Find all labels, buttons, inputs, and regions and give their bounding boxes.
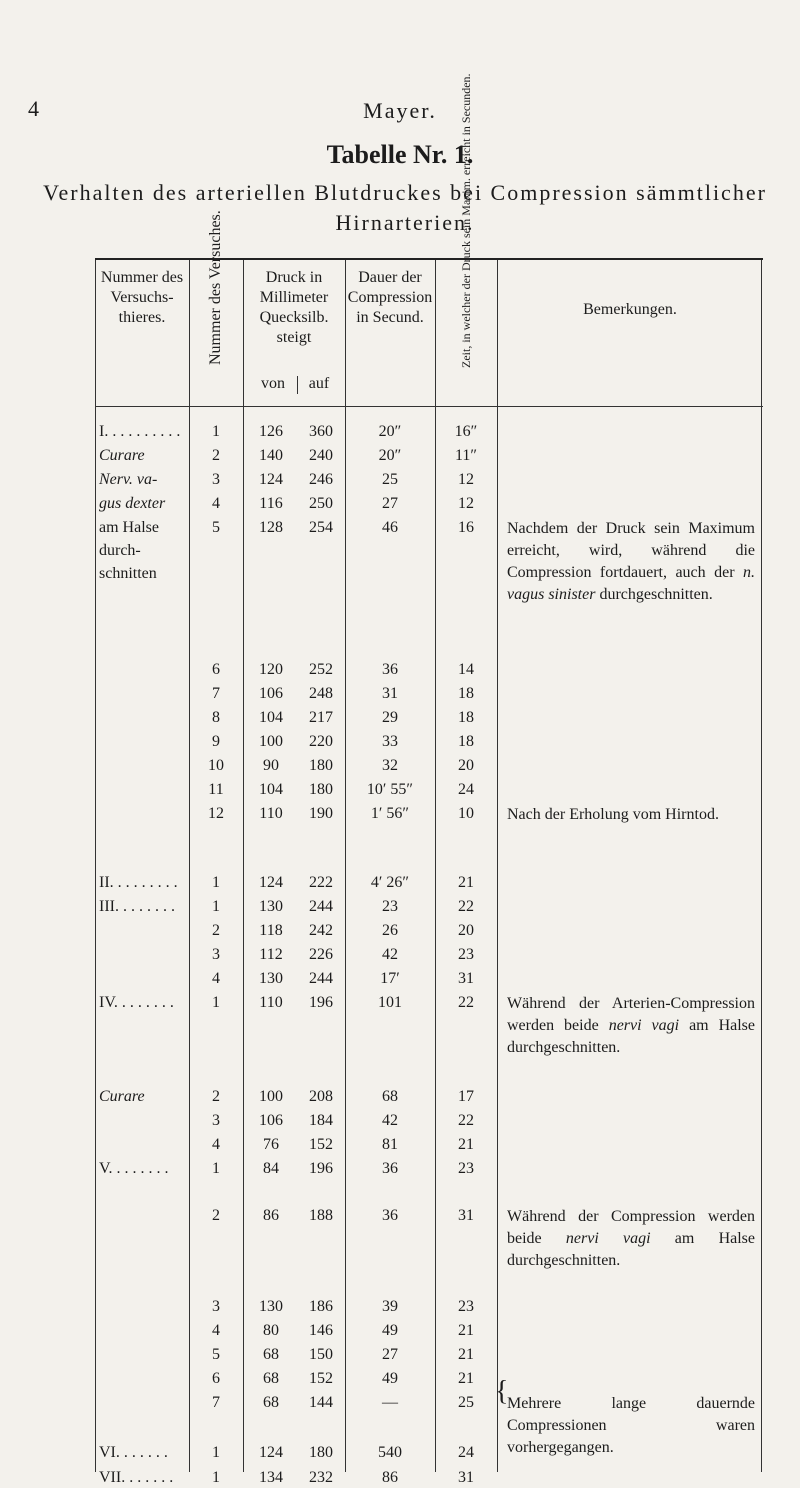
cell-time: 21 [458, 1346, 474, 1363]
cell-pressure-from: 120 [259, 661, 283, 678]
cell-pressure-from: 68 [263, 1346, 279, 1363]
cell-pressure-from: 86 [263, 1207, 279, 1224]
cell-duration: 49 [382, 1322, 398, 1339]
cell-duration: 17′ [380, 970, 400, 987]
cell-pressure-to: 242 [309, 922, 333, 939]
cell-experiment: 1 [212, 1444, 220, 1461]
table-title: Tabelle Nr. 1. [326, 140, 474, 169]
cell-pressure-from: 100 [259, 1088, 283, 1105]
cell-duration: 32 [382, 757, 398, 774]
cell-experiment: 1 [212, 1469, 220, 1486]
cell-pressure-to: 180 [309, 1444, 333, 1461]
cell-time: 31 [458, 1207, 474, 1224]
cell-time: 12 [458, 471, 474, 488]
header-experiment: Nummer des Versuches. [207, 210, 224, 365]
remark: Nachdem der Druck sein Maximum erreicht, wird, während die Compression fortdauert, auch der n. vagus sinister durchgeschnitten. [507, 520, 755, 603]
cell-experiment: 4 [212, 495, 220, 512]
cell-pressure-to: 146 [309, 1322, 333, 1339]
animal-label: III. . . . . . . . [99, 898, 175, 915]
cell-pressure-to: 152 [309, 1136, 333, 1153]
header-pressure: Druck in Millimeter Quecksilb. steigt [259, 269, 329, 346]
cell-time: 22 [458, 994, 474, 1011]
cell-pressure-from: 124 [259, 1444, 283, 1461]
cell-experiment: 4 [212, 1136, 220, 1153]
table-subtitle: Verhalten des arteriellen Blutdruckes bei Compression sämmtlicher Hirnarterien. [43, 180, 767, 235]
cell-pressure-from: 104 [259, 709, 283, 726]
cell-duration: 20″ [378, 423, 402, 440]
cell-experiment: 7 [212, 685, 220, 702]
cell-pressure-from: 118 [259, 922, 283, 939]
cell-pressure-to: 190 [309, 805, 333, 822]
cell-duration: 81 [382, 1136, 398, 1153]
cell-time: 14 [458, 661, 474, 678]
cell-experiment: 10 [208, 757, 224, 774]
cell-time: 21 [458, 1136, 474, 1153]
cell-duration: 33 [382, 733, 398, 750]
cell-duration: 36 [382, 661, 398, 678]
animal-label: durch- [99, 542, 141, 559]
cell-time: 12 [458, 495, 474, 512]
cell-pressure-from: 116 [259, 495, 283, 512]
cell-duration: 101 [378, 994, 402, 1011]
cell-pressure-to: 220 [309, 733, 333, 750]
cell-pressure-from: 140 [259, 447, 283, 464]
cell-pressure-to: 186 [309, 1298, 333, 1315]
cell-pressure-from: 124 [259, 471, 283, 488]
header-time: Zeit, in welcher der Druck sein Maxim. erreicht in Secunden. [459, 73, 473, 368]
cell-time: 24 [458, 1444, 474, 1461]
cell-time: 10 [458, 805, 474, 822]
cell-experiment: 12 [208, 805, 224, 822]
cell-pressure-from: 124 [259, 874, 283, 891]
cell-pressure-from: 130 [259, 898, 283, 915]
cell-experiment: 4 [212, 970, 220, 987]
cell-pressure-to: 150 [309, 1346, 333, 1363]
cell-time: 16″ [454, 423, 478, 440]
cell-pressure-from: 90 [263, 757, 279, 774]
cell-time: 23 [458, 946, 474, 963]
cell-pressure-from: 126 [259, 423, 283, 440]
cell-duration: 42 [382, 1112, 398, 1129]
cell-time: 21 [458, 874, 474, 891]
cell-experiment: 2 [212, 1088, 220, 1105]
cell-pressure-to: 250 [309, 495, 333, 512]
cell-time: 25 [458, 1394, 474, 1411]
cell-duration: 10′ 55″ [366, 781, 414, 798]
cell-time: 17 [458, 1088, 474, 1105]
cell-pressure-to: 254 [309, 519, 333, 536]
animal-label: am Halse [99, 519, 159, 536]
running-header-author: Mayer. [363, 98, 437, 123]
animal-label: IV. . . . . . . . [99, 994, 174, 1011]
cell-duration: 29 [382, 709, 398, 726]
cell-pressure-from: 106 [259, 1112, 283, 1129]
cell-experiment: 6 [212, 661, 220, 678]
cell-time: 18 [458, 709, 474, 726]
animal-label: II. . . . . . . . . [99, 874, 178, 891]
cell-time: 21 [458, 1370, 474, 1387]
cell-duration: — [382, 1394, 398, 1411]
cell-duration: 23 [382, 898, 398, 915]
cell-pressure-from: 130 [259, 1298, 283, 1315]
cell-pressure-to: 196 [309, 1160, 333, 1177]
cell-pressure-to: 360 [309, 423, 333, 440]
cell-experiment: 3 [212, 471, 220, 488]
animal-label: I. . . . . . . . . . [99, 423, 181, 440]
cell-experiment: 2 [212, 1207, 220, 1224]
cell-pressure-to: 180 [309, 757, 333, 774]
cell-pressure-from: 76 [263, 1136, 279, 1153]
cell-pressure-to: 244 [309, 898, 333, 915]
cell-duration: 36 [382, 1207, 398, 1224]
cell-experiment: 1 [212, 874, 220, 891]
cell-duration: 27 [382, 495, 398, 512]
header-remarks: Bemerkungen. [583, 301, 677, 318]
cell-duration: 4′ 26″ [370, 874, 410, 891]
cell-pressure-to: 222 [309, 874, 333, 891]
cell-experiment: 2 [212, 447, 220, 464]
remark: Während der Compression werden beide nervi vagi am Halse durchgeschnitten. [507, 1208, 755, 1269]
cell-pressure-to: 208 [309, 1088, 333, 1105]
cell-pressure-from: 112 [259, 946, 283, 963]
cell-time: 24 [458, 781, 474, 798]
cell-experiment: 11 [208, 781, 224, 798]
remark: Während der Arterien-Compression werden beide nervi vagi am Halse durchgeschnitten. [507, 995, 756, 1056]
cell-experiment: 6 [212, 1370, 220, 1387]
cell-pressure-to: 252 [309, 661, 333, 678]
header-animal: Nummer des Versuchs-thieres. [100, 269, 184, 326]
cell-time: 18 [458, 685, 474, 702]
cell-pressure-to: 248 [309, 685, 333, 702]
animal-label: Curare [99, 1088, 145, 1105]
cell-pressure-from: 80 [263, 1322, 279, 1339]
animal-label: VII. . . . . . . [99, 1469, 174, 1486]
cell-time: 31 [458, 1469, 474, 1486]
cell-pressure-to: 217 [309, 709, 333, 726]
cell-experiment: 3 [212, 1112, 220, 1129]
page-number: 4 [28, 96, 39, 121]
cell-duration: 49 [382, 1370, 398, 1387]
cell-experiment: 7 [212, 1394, 220, 1411]
cell-duration: 20″ [378, 447, 402, 464]
cell-experiment: 1 [212, 994, 220, 1011]
cell-experiment: 3 [212, 946, 220, 963]
cell-experiment: 5 [212, 519, 220, 536]
cell-duration: 26 [382, 922, 398, 939]
cell-pressure-from: 84 [263, 1160, 279, 1177]
cell-pressure-from: 68 [263, 1370, 279, 1387]
cell-duration: 39 [382, 1298, 398, 1315]
cell-pressure-from: 104 [259, 781, 283, 798]
cell-time: 20 [458, 922, 474, 939]
cell-pressure-from: 130 [259, 970, 283, 987]
cell-duration: 42 [382, 946, 398, 963]
cell-experiment: 1 [212, 1160, 220, 1177]
cell-pressure-to: 180 [309, 781, 333, 798]
cell-pressure-to: 240 [309, 447, 333, 464]
animal-label: schnitten [99, 565, 157, 582]
cell-pressure-from: 106 [259, 685, 283, 702]
cell-pressure-to: 226 [309, 946, 333, 963]
header-to: auf [308, 375, 330, 392]
cell-time: 31 [458, 970, 474, 987]
header-from: von [261, 375, 285, 392]
cell-pressure-from: 68 [263, 1394, 279, 1411]
cell-time: 16 [458, 519, 474, 536]
animal-label: Nerv. va- [99, 471, 158, 488]
cell-duration: 46 [382, 519, 398, 536]
animal-label: VI. . . . . . . [99, 1444, 168, 1461]
cell-time: 22 [458, 1112, 474, 1129]
cell-time: 21 [458, 1322, 474, 1339]
cell-duration: 1′ 56″ [370, 805, 410, 822]
cell-experiment: 3 [212, 1298, 220, 1315]
cell-pressure-to: 246 [309, 471, 333, 488]
cell-pressure-to: 188 [309, 1207, 333, 1224]
cell-pressure-to: 196 [309, 994, 333, 1011]
animal-label: gus dexter [99, 495, 166, 512]
cell-duration: 68 [382, 1088, 398, 1105]
cell-pressure-from: 110 [259, 805, 283, 822]
cell-duration: 36 [382, 1160, 398, 1177]
cell-duration: 86 [382, 1469, 398, 1486]
cell-pressure-from: 134 [259, 1469, 283, 1486]
cell-time: 20 [458, 757, 474, 774]
cell-duration: 27 [382, 1346, 398, 1363]
cell-experiment: 9 [212, 733, 220, 750]
cell-time: 23 [458, 1160, 474, 1177]
cell-experiment: 4 [212, 1322, 220, 1339]
animal-label: V. . . . . . . . [99, 1160, 169, 1177]
cell-experiment: 5 [212, 1346, 220, 1363]
cell-time: 23 [458, 1298, 474, 1315]
animal-label: Curare [99, 447, 145, 464]
cell-experiment: 1 [212, 423, 220, 440]
cell-experiment: 8 [212, 709, 220, 726]
cell-duration: 25 [382, 471, 398, 488]
cell-duration: 540 [378, 1444, 402, 1461]
cell-experiment: 2 [212, 922, 220, 939]
cell-pressure-from: 128 [259, 519, 283, 536]
cell-pressure-to: 184 [309, 1112, 333, 1129]
cell-pressure-to: 232 [309, 1469, 333, 1486]
header-duration: Dauer der Compression in Secund. [347, 269, 433, 326]
cell-experiment: 1 [212, 898, 220, 915]
remark: Nach der Erholung vom Hirntod. [507, 806, 719, 823]
cell-pressure-to: 244 [309, 970, 333, 987]
cell-pressure-to: 152 [309, 1370, 333, 1387]
cell-pressure-to: 144 [309, 1394, 333, 1411]
cell-time: 18 [458, 733, 474, 750]
cell-pressure-from: 100 [259, 733, 283, 750]
remark: Mehrere lange dauernde Compressionen waren vorhergegangen. [507, 1395, 755, 1456]
cell-pressure-from: 110 [259, 994, 283, 1011]
cell-time: 11″ [454, 447, 478, 464]
brace-mark: { [495, 1376, 509, 1407]
cell-duration: 31 [382, 685, 398, 702]
cell-time: 22 [458, 898, 474, 915]
